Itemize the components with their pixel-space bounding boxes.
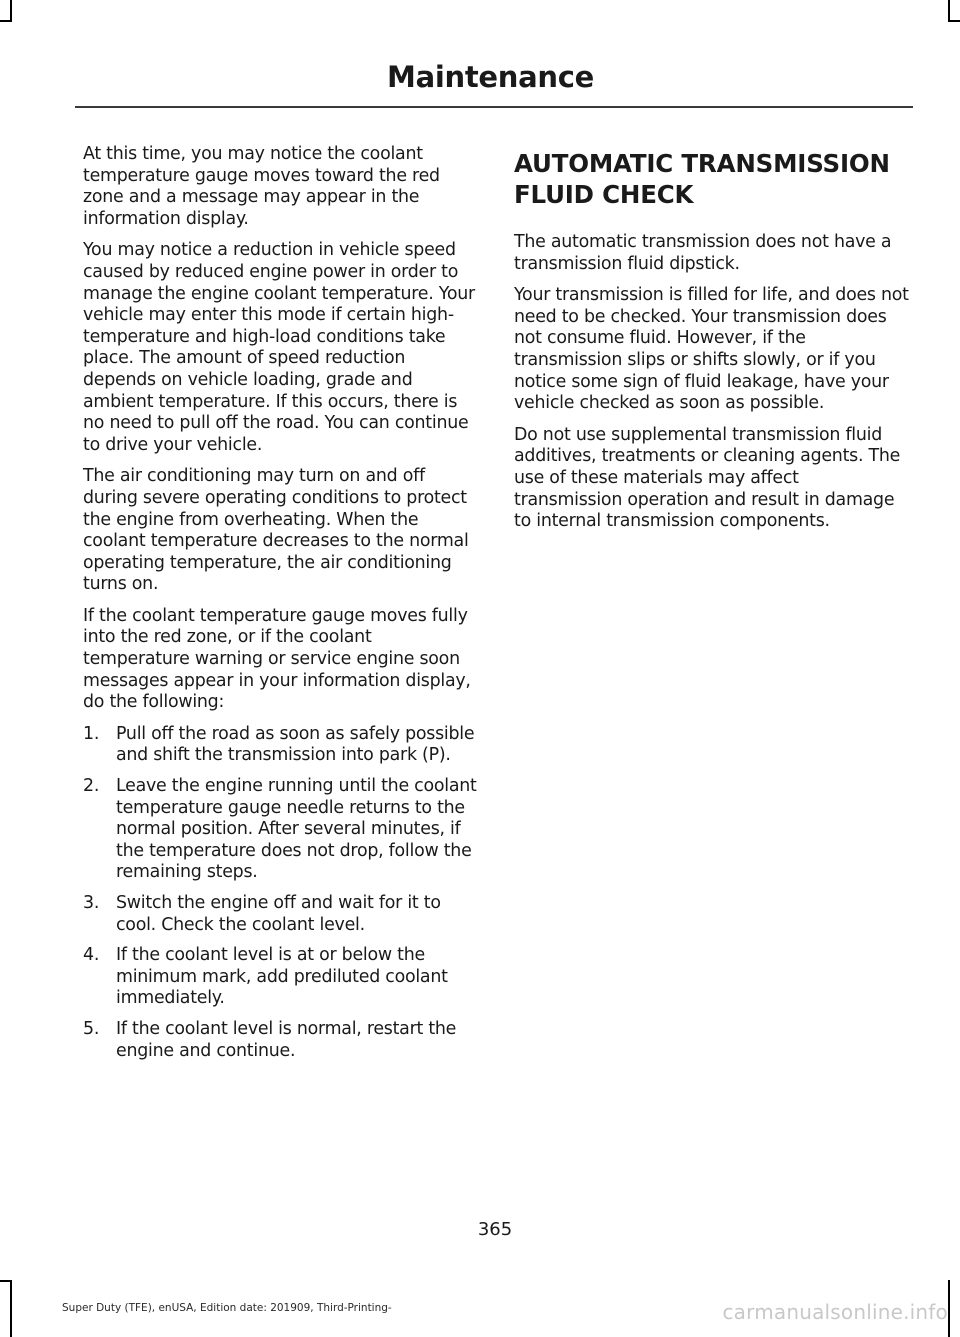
list-item xyxy=(83,1019,480,1062)
crop-mark-top-left-v xyxy=(10,0,12,22)
paragraph: The air conditioning may turn on and off during severe operating conditions to protect the engine from overheating. When the coolant temperature decreases to the normal operating temperature, the air conditioning turns on. xyxy=(83,466,469,595)
list-item-text: If the coolant level is at or below the minimum mark, add prediluted coolant immediately. xyxy=(116,945,448,1009)
list-item-number: 5. xyxy=(83,1018,100,1039)
list-item-number: 2. xyxy=(83,776,100,797)
paragraph: Do not use supplemental transmission fluid additives, treatments or cleaning agents. The use of these materials may affect transmission operation and result in damage to internal transmission components. xyxy=(514,424,901,532)
list-item-text: Switch the engine off and wait for it to cool. Check the coolant level. xyxy=(116,893,441,935)
crop-mark-bottom-left-h xyxy=(0,1280,12,1282)
paragraph: Your transmission is filled for life, and does not need to be checked. Your transmission does not consume fluid. However, if the transmission slips or shifts slowly, or if you notice some sign of fluid leakage, have your vehicle checked as soon as possible. xyxy=(514,285,909,414)
paragraph: If the coolant temperature gauge moves fully into the red zone, or if the coolant temperature warning or service engine soon messages appear in your information display, do the following: xyxy=(83,605,471,713)
right-column xyxy=(514,144,910,543)
edition-footer: Super Duty (TFE), enUSA, Edition date: 201909, Third-Printing- xyxy=(62,1302,392,1314)
crop-mark-bottom-right-v xyxy=(948,1280,950,1337)
header-divider xyxy=(75,106,913,108)
crop-mark-top-right-h xyxy=(948,20,960,22)
watermark: carmanualsonline.info xyxy=(722,1300,948,1324)
list-item xyxy=(83,945,480,1010)
left-column xyxy=(83,144,480,1071)
page-title: Maintenance xyxy=(387,60,594,94)
list-item-text: If the coolant level is normal, restart the engine and continue. xyxy=(116,1018,457,1061)
paragraph: You may notice a reduction in vehicle speed caused by reduced engine power in order to manage the engine coolant temperature. Your vehicle may enter this mode if certain high-temperature and high-load conditions take place. The amount of speed reduction depends on vehicle loading, grade and ambient temperature. If this occurs, there is no need to pull off the road. You can continue to drive your vehicle. xyxy=(83,240,475,455)
section-heading: AUTOMATIC TRANSMISSION FLUID CHECK xyxy=(514,149,890,209)
crop-mark-top-right-v xyxy=(948,0,950,22)
crop-mark-top-left-h xyxy=(0,20,12,22)
crop-mark-bottom-left-v xyxy=(10,1280,12,1337)
list-item xyxy=(83,776,480,884)
list-item-number: 1. xyxy=(83,723,100,744)
list-item-number: 3. xyxy=(83,893,100,913)
paragraph: The automatic transmission does not have a transmission fluid dipstick. xyxy=(514,232,892,274)
list-item-number: 4. xyxy=(83,945,100,966)
list-item xyxy=(83,724,480,767)
list-item xyxy=(83,893,480,936)
coolant-steps-list xyxy=(83,724,480,1062)
page-number: 365 xyxy=(477,1219,513,1240)
list-item-text: Pull off the road as soon as safely possible and shift the transmission into park (P). xyxy=(116,723,475,766)
paragraph: At this time, you may notice the coolant temperature gauge moves toward the red zone and a message may appear in the information display. xyxy=(83,144,440,229)
list-item-text: Leave the engine running until the coolant temperature gauge needle returns to the normal position. After several minutes, if the temperature does not drop, follow the remaining steps. xyxy=(116,776,477,883)
